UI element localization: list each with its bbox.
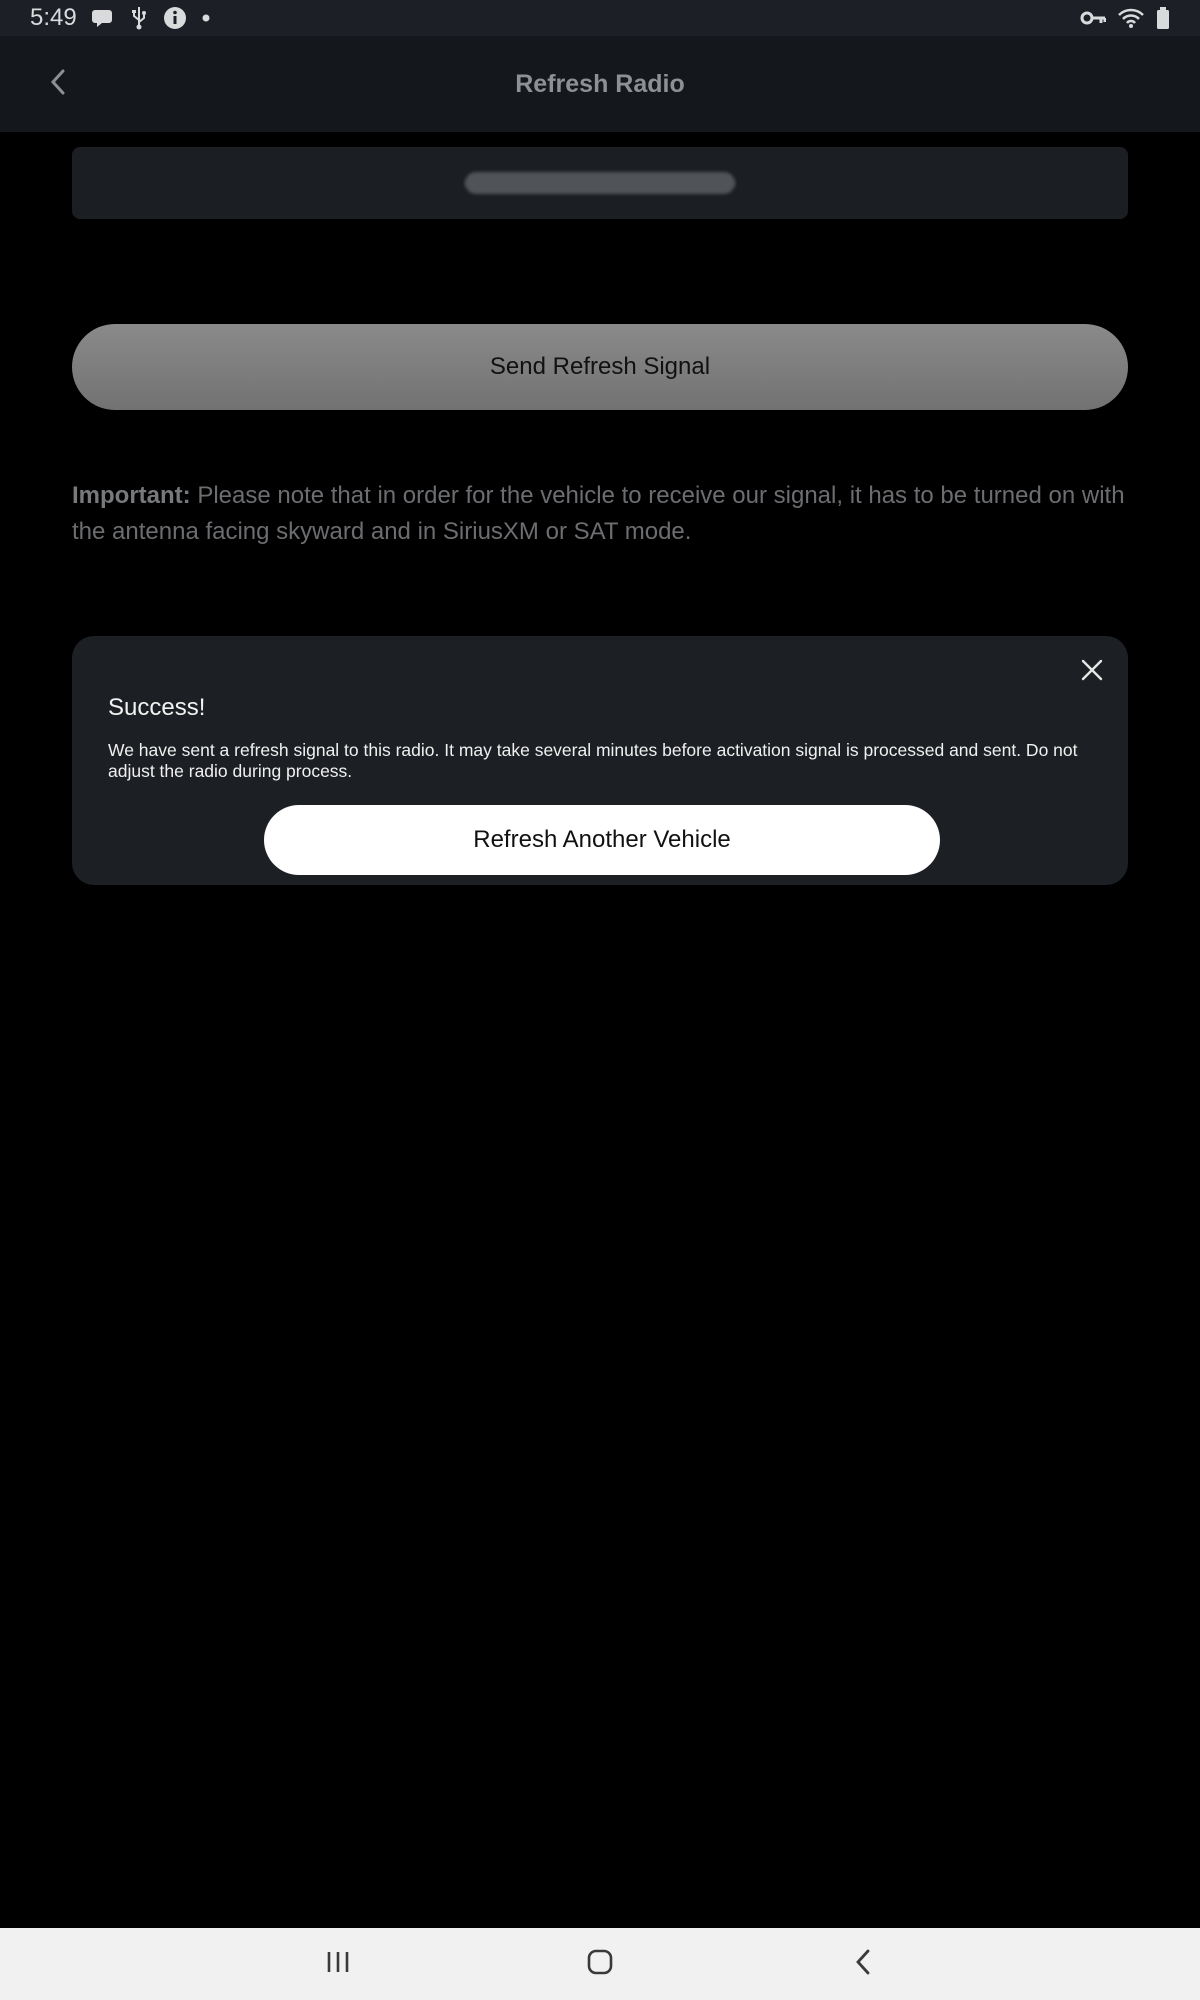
close-icon — [1081, 659, 1103, 686]
important-note — [72, 478, 1128, 550]
refresh-another-vehicle-button[interactable] — [264, 805, 940, 875]
wifi-icon — [1118, 7, 1144, 29]
send-refresh-signal-label: Send Refresh Signal — [489, 353, 711, 380]
home-button[interactable] — [578, 1942, 622, 1986]
obscured-radio-id — [465, 172, 735, 194]
battery-icon — [1156, 7, 1170, 29]
nav-back-button[interactable] — [841, 1942, 885, 1986]
close-button[interactable] — [1074, 654, 1110, 690]
refresh-another-vehicle-label: Refresh Another Vehicle — [473, 826, 731, 853]
chat-bubble-icon — [91, 6, 115, 30]
system-nav-bar — [0, 1928, 1200, 2000]
app-bar — [0, 36, 1200, 132]
usb-icon — [129, 6, 149, 30]
success-message: We have sent a refresh signal to this radio. It may take several minutes before activation signal is processed and sent. Do not adjust the radio during process. — [108, 740, 1078, 781]
success-title: Success! — [108, 694, 206, 721]
back-icon — [854, 1948, 872, 1981]
send-refresh-signal-button[interactable] — [72, 324, 1128, 410]
info-icon — [163, 6, 187, 30]
recents-button[interactable] — [316, 1942, 360, 1986]
important-note-prefix: Important: — [72, 482, 191, 509]
chevron-left-icon — [48, 68, 68, 101]
important-note-text: Please note that in order for the vehicle to receive our signal, it has to be turned on with the antenna facing skyward and in SiriusXM or SAT mode. — [72, 482, 1125, 545]
vpn-key-icon — [1080, 8, 1106, 28]
home-icon — [586, 1948, 614, 1981]
status-bar — [0, 0, 1200, 36]
dot-icon — [201, 13, 211, 23]
back-button[interactable] — [36, 62, 80, 106]
page-title: Refresh Radio — [515, 69, 685, 98]
status-time: 5:49 — [30, 4, 77, 31]
recents-icon — [325, 1950, 351, 1979]
success-card — [72, 636, 1128, 885]
radio-id-field — [72, 147, 1128, 219]
